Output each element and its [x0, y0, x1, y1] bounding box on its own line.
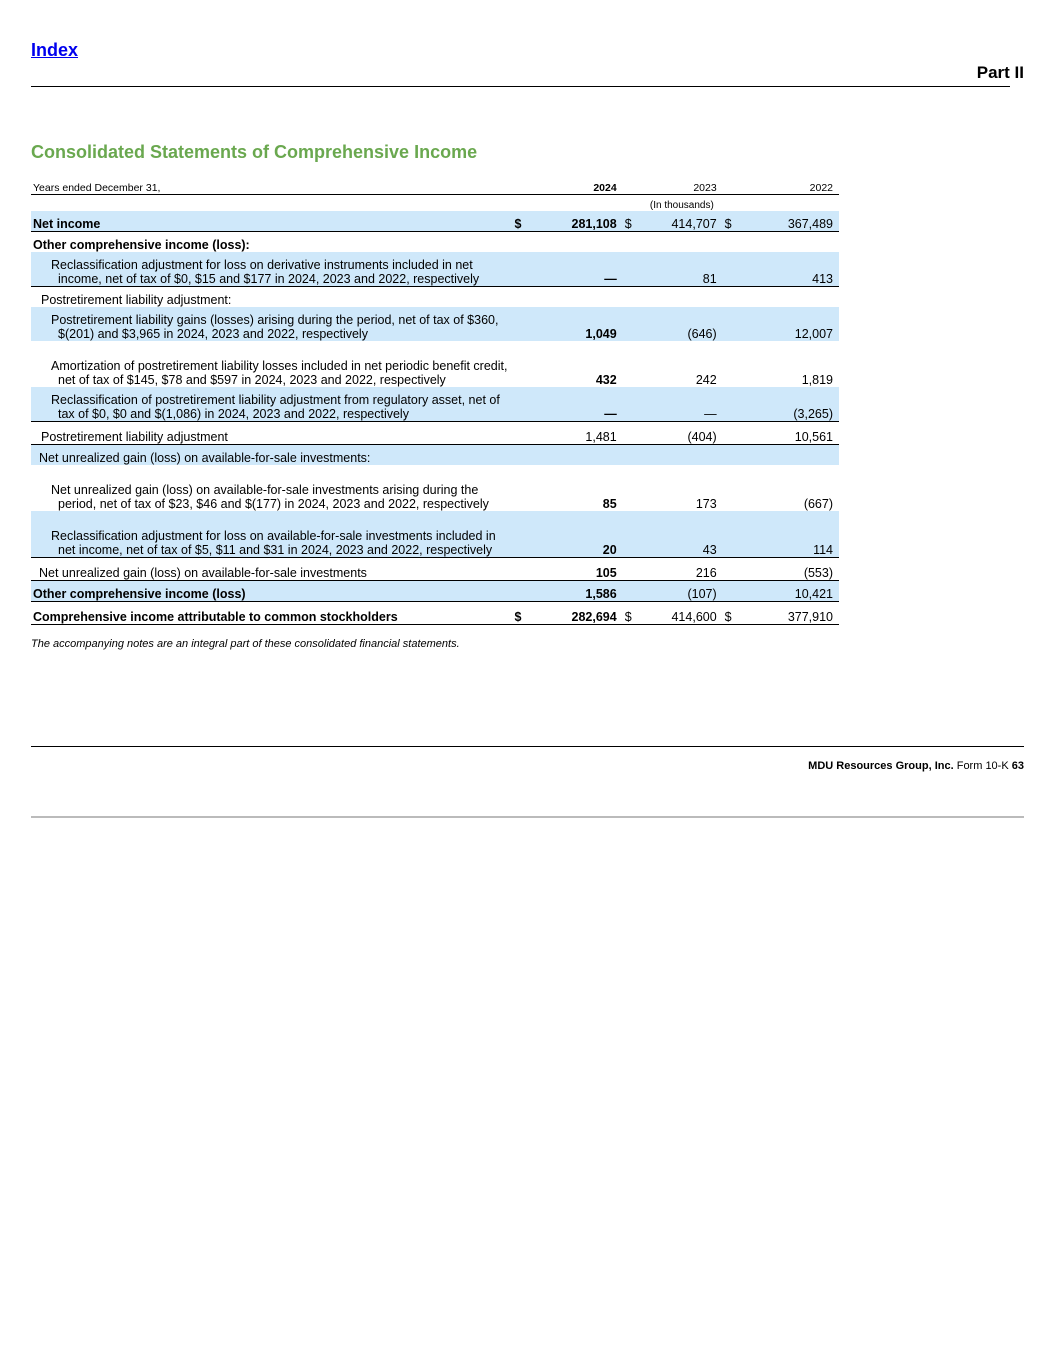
value-2023: 242	[695, 373, 717, 387]
dollar-sign: $	[723, 602, 741, 625]
year-2024: 2024	[531, 178, 623, 195]
row-label: Reclassification adjustment for loss on derivative instruments included in net income, net of tax of $0, $15 and $177 in 2024, 2023 and 2022, respectively	[31, 252, 513, 287]
table-row-postretirement-reclass	[31, 387, 839, 422]
footer-company: MDU Resources Group, Inc.	[808, 760, 954, 772]
value-2023: (646)	[641, 307, 723, 341]
row-label: Reclassification of postretirement liability adjustment from regulatory asset, net of tax of $0, $0 and $(1,086) in 2024, 2023 and 2022, respectively	[31, 387, 513, 422]
units-label: (In thousands)	[649, 200, 714, 211]
value-2022: 367,489	[741, 211, 839, 232]
value-2023: 216	[641, 558, 723, 581]
dollar-sign: $	[623, 602, 641, 625]
row-label: Other comprehensive income (loss):	[31, 232, 839, 253]
value-2022: 377,910	[741, 602, 839, 625]
value-2024: 282,694	[531, 602, 623, 625]
statement-title: Consolidated Statements of Comprehensive Income	[31, 142, 478, 162]
table-row-afs-gain	[31, 465, 839, 511]
row-label: Postretirement liability gains (losses) arising during the period, net of tax of $360, $(201) and $3,965 in 2024, 2023 and 2022, respectively	[31, 307, 513, 341]
row-label: Comprehensive income attributable to common stockholders	[31, 602, 513, 625]
table-row-afs-header	[31, 445, 839, 466]
footer-divider	[31, 746, 1024, 747]
value-2023: 414,707	[641, 211, 723, 232]
value-2023: 81	[641, 252, 723, 287]
value-2023: 43	[641, 511, 723, 558]
row-label: Reclassification adjustment for loss on available-for-sale investments included in net income, net of tax of $5, $11 and $31 in 2024, 2023 and 2022, respectively	[31, 511, 513, 558]
table-row-postretirement-amortization	[31, 341, 839, 387]
value-2024: 1,586	[531, 581, 623, 602]
table-row-reclass-derivative	[31, 252, 839, 287]
value-2024: 432	[595, 373, 617, 387]
row-label: Amortization of postretirement liability losses included in net periodic benefit credit, net of tax of $145, $78 and $597 in 2024, 2023 and 2022, respectively	[51, 359, 508, 387]
value-2024: 105	[531, 558, 623, 581]
value-2024: 1,481	[531, 422, 623, 445]
value-2024: 1,049	[531, 307, 623, 341]
page-bottom-divider	[31, 816, 1024, 818]
value-2024: 20	[531, 511, 623, 558]
comprehensive-income-table	[31, 178, 839, 625]
years-label: Years ended December 31,	[31, 178, 513, 195]
value-2022: 413	[741, 252, 839, 287]
value-2024: 281,108	[531, 211, 623, 232]
year-2023: 2023	[641, 178, 723, 195]
dollar-sign: $	[513, 602, 531, 625]
footnote: The accompanying notes are an integral part of these consolidated financial statements.	[31, 638, 460, 650]
index-link[interactable]: Index	[31, 40, 79, 60]
value-2023: 414,600	[641, 602, 723, 625]
dollar-sign: $	[513, 211, 531, 232]
value-2024: —	[531, 387, 623, 422]
value-2022: 10,561	[741, 422, 839, 445]
row-label: Net unrealized gain (loss) on available-for-sale investments	[31, 558, 513, 581]
dollar-sign: $	[623, 211, 641, 232]
part-label: Part II	[976, 63, 1024, 82]
header-divider	[31, 86, 1010, 87]
value-2023: —	[641, 387, 723, 422]
value-2022: 1,819	[801, 373, 833, 387]
row-label: Other comprehensive income (loss)	[31, 581, 513, 602]
value-2024: —	[531, 252, 623, 287]
table-row-postretirement-total	[31, 422, 839, 445]
table-row-postretirement-header	[31, 287, 839, 308]
value-2022: (553)	[741, 558, 839, 581]
table-row-net-income	[31, 211, 839, 232]
table-row-afs-reclass	[31, 511, 839, 558]
year-2022: 2022	[741, 178, 839, 195]
value-2023: (107)	[641, 581, 723, 602]
value-2023: 173	[695, 497, 717, 511]
row-label: Net unrealized gain (loss) on available-for-sale investments:	[31, 445, 839, 466]
value-2022: (667)	[803, 497, 833, 511]
row-label: Net unrealized gain (loss) on available-for-sale investments arising during the period, net of tax of $23, $46 and $(177) in 2024, 2023 and 2022, respectively	[51, 483, 489, 511]
row-label: Net income	[31, 211, 513, 232]
table-row-comprehensive-income	[31, 602, 839, 625]
footer-page-number: 63	[1011, 760, 1024, 772]
dollar-sign: $	[723, 211, 741, 232]
value-2022: 12,007	[741, 307, 839, 341]
table-row-oci-total	[31, 581, 839, 602]
year-header-row	[31, 178, 839, 195]
table-row-afs-total	[31, 558, 839, 581]
value-2023: (404)	[641, 422, 723, 445]
footer-form: Form 10-K	[956, 760, 1009, 772]
value-2022: (3,265)	[741, 387, 839, 422]
row-label: Postretirement liability adjustment	[31, 422, 513, 445]
row-label: Postretirement liability adjustment:	[31, 287, 839, 308]
value-2022: 10,421	[741, 581, 839, 602]
table-row-oci-header	[31, 232, 839, 253]
table-row-postretirement-gains	[31, 307, 839, 341]
units-row	[31, 195, 839, 212]
value-2024: 85	[602, 497, 617, 511]
value-2022: 114	[741, 511, 839, 558]
page-footer	[808, 760, 1024, 772]
